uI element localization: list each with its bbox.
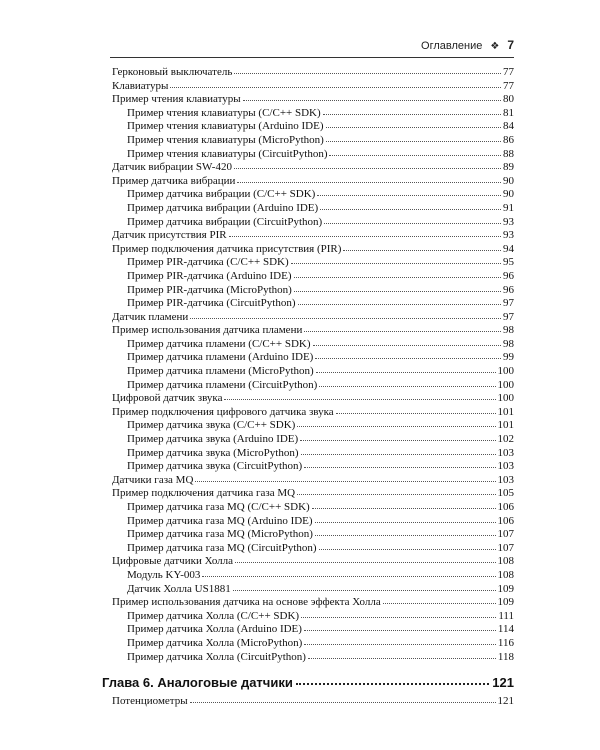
toc-entry[interactable] — [112, 202, 514, 216]
toc-entry[interactable] — [112, 229, 514, 243]
toc-entry-title: Пример датчика Холла (C/C++ SDK) — [127, 609, 300, 622]
toc-entry-page: 103 — [497, 446, 514, 459]
dot-leader — [315, 350, 501, 359]
toc-entry-title: Пример датчика звука (Arduino IDE) — [127, 433, 299, 446]
toc-entry[interactable] — [112, 583, 514, 597]
toc-entry-page: 81 — [503, 106, 514, 119]
toc-entry[interactable] — [112, 351, 514, 365]
toc-entry-title: Пример чтения клавиатуры (MicroPython) — [127, 133, 324, 146]
toc-entry-page: 96 — [503, 269, 514, 282]
dot-leader — [234, 65, 501, 74]
toc-entry-title: Пример датчика газа MQ (CircuitPython) — [127, 541, 317, 554]
toc-entry[interactable] — [112, 284, 514, 298]
dot-leader — [235, 554, 495, 563]
chapter-heading[interactable] — [102, 673, 514, 693]
toc-entry-title: Пример датчика вибрации (C/C++ SDK) — [127, 188, 316, 201]
toc-entry-page: 106 — [497, 514, 514, 527]
dot-leader — [304, 636, 496, 645]
toc-entry[interactable] — [112, 311, 514, 325]
dot-leader — [195, 473, 495, 482]
toc-entry[interactable] — [112, 175, 514, 189]
dot-leader — [237, 174, 501, 183]
toc-entry-title: Пример датчика вибрации (Arduino IDE) — [127, 201, 319, 214]
dot-leader — [233, 582, 496, 591]
toc-entry-page: 106 — [497, 501, 514, 513]
toc-entry[interactable] — [112, 148, 514, 162]
running-header — [110, 38, 514, 52]
toc-entry[interactable] — [112, 447, 514, 461]
toc-entry[interactable] — [112, 256, 514, 270]
toc-entry-page: 107 — [497, 528, 514, 541]
header-rule — [110, 57, 514, 58]
toc-entry[interactable] — [112, 651, 514, 665]
toc-entry[interactable] — [112, 392, 514, 406]
dot-leader — [324, 215, 501, 224]
dot-leader — [323, 106, 501, 115]
toc-entry-title: Цифровые датчики Холла — [112, 555, 234, 568]
toc-entry[interactable] — [112, 93, 514, 107]
toc-entry-title: Пример чтения клавиатуры (Arduino IDE) — [127, 120, 324, 133]
toc-entry-title: Пример PIR-датчика (CircuitPython) — [127, 297, 296, 310]
toc-entry[interactable] — [112, 379, 514, 393]
toc-entry-title: Пример датчика газа MQ (Arduino IDE) — [127, 514, 313, 527]
chapter-page: 121 — [492, 675, 514, 691]
toc-entry-page: 93 — [503, 229, 514, 242]
table-of-contents — [102, 66, 514, 709]
toc-entry-title: Датчик Холла US1881 — [127, 582, 231, 595]
toc-entry-title: Цифровой датчик звука — [112, 392, 223, 405]
toc-entry-page: 100 — [497, 365, 514, 378]
toc-entry[interactable] — [112, 80, 514, 94]
dot-leader — [291, 255, 501, 264]
toc-entry-page: 101 — [497, 405, 514, 418]
header-page-number: 7 — [507, 38, 514, 52]
toc-entry[interactable] — [112, 515, 514, 529]
toc-entry-page: 109 — [497, 582, 514, 595]
dot-leader — [312, 500, 496, 509]
toc-entry-page: 101 — [497, 419, 514, 432]
toc-entry[interactable] — [112, 623, 514, 637]
toc-entry[interactable] — [112, 460, 514, 474]
dot-leader — [315, 514, 496, 523]
toc-entry-title: Потенциометры — [112, 695, 188, 708]
toc-entry-title: Пример датчика газа MQ (MicroPython) — [127, 528, 313, 541]
toc-entry-page: 109 — [497, 596, 514, 609]
toc-entry-title: Пример датчика пламени (MicroPython) — [127, 365, 314, 378]
header-section-title: Оглавление — [421, 40, 483, 52]
toc-entry[interactable] — [112, 297, 514, 311]
dot-leader — [317, 187, 501, 196]
toc-entry[interactable] — [112, 528, 514, 542]
toc-entry[interactable] — [112, 610, 514, 624]
toc-entry-page: 90 — [503, 188, 514, 201]
dot-leader — [304, 459, 495, 468]
toc-entry-page: 99 — [503, 351, 514, 364]
diamond-ornament-icon: ❖ — [490, 41, 500, 52]
toc-entry-title: Пример PIR-датчика (MicroPython) — [127, 283, 292, 296]
dot-leader — [297, 486, 495, 495]
toc-entry[interactable] — [112, 243, 514, 257]
toc-entry-title: Пример датчика Холла (MicroPython) — [127, 636, 303, 649]
toc-entry-title: Пример датчика Холла (Arduino IDE) — [127, 623, 302, 636]
dot-leader — [383, 595, 496, 604]
toc-entry[interactable] — [112, 338, 514, 352]
toc-entry-title: Пример PIR-датчика (C/C++ SDK) — [127, 256, 289, 269]
dot-leader — [300, 432, 495, 441]
toc-entry-page: 108 — [497, 555, 514, 568]
toc-entry-page: 100 — [497, 392, 514, 405]
toc-entry-page: 93 — [503, 215, 514, 228]
toc-entry[interactable] — [112, 637, 514, 651]
toc-entry[interactable] — [112, 695, 514, 709]
dot-leader — [319, 378, 495, 387]
toc-entry-title: Датчик присутствия PIR — [112, 229, 227, 242]
toc-entry-title: Датчики газа MQ — [112, 473, 194, 486]
toc-entry[interactable] — [112, 555, 514, 569]
toc-entry-page: 118 — [497, 650, 514, 663]
toc-entry-page: 105 — [497, 487, 514, 500]
dot-leader — [190, 694, 496, 703]
toc-entry-page: 111 — [498, 609, 514, 622]
toc-entry-page: 80 — [503, 93, 514, 106]
toc-entry-title: Пример датчика звука (MicroPython) — [127, 446, 299, 459]
toc-entry[interactable] — [112, 487, 514, 501]
dot-leader — [304, 323, 501, 332]
toc-entry-page: 103 — [497, 473, 514, 486]
dot-leader — [202, 568, 495, 577]
toc-entry-page: 116 — [497, 636, 514, 649]
toc-entry-page: 94 — [503, 242, 514, 255]
toc-entry[interactable] — [112, 107, 514, 121]
toc-entry-page: 97 — [503, 297, 514, 310]
dot-leader — [301, 609, 496, 618]
dot-leader — [301, 446, 496, 455]
chapter-title: Глава 6. Аналоговые датчики — [102, 675, 293, 691]
dot-leader — [315, 527, 496, 536]
toc-entry[interactable] — [112, 474, 514, 488]
toc-entry-title: Пример чтения клавиатуры — [112, 93, 241, 106]
dot-leader — [343, 242, 501, 251]
toc-entry-title: Пример чтения клавиатуры (CircuitPython) — [127, 147, 328, 160]
toc-entries — [112, 66, 514, 664]
toc-entry-page: 91 — [503, 201, 514, 214]
dot-leader — [326, 119, 502, 128]
toc-entry[interactable] — [112, 270, 514, 284]
toc-entry-title: Пример чтения клавиатуры (C/C++ SDK) — [127, 106, 321, 119]
toc-entry-title: Пример датчика Холла (CircuitPython) — [127, 650, 306, 663]
toc-entry-page: 77 — [503, 79, 514, 92]
toc-entry-title: Пример использования датчика на основе эффекта Холла — [112, 596, 381, 609]
toc-entry-page: 77 — [503, 66, 514, 78]
toc-entry-page: 98 — [503, 337, 514, 350]
toc-entry-page: 98 — [503, 324, 514, 337]
dot-leader — [170, 79, 501, 88]
toc-entry-title: Пример датчика звука (C/C++ SDK) — [127, 419, 296, 432]
dot-leader — [298, 296, 502, 305]
toc-entry-page: 107 — [497, 541, 514, 554]
toc-entry-title: Модуль KY-003 — [127, 568, 201, 581]
toc-entry-title: Пример подключения цифрового датчика звука — [112, 405, 334, 418]
dot-leader — [296, 675, 489, 685]
toc-entry-title: Пример PIR-датчика (Arduino IDE) — [127, 269, 292, 282]
dot-leader — [294, 269, 501, 278]
toc-entry-title: Пример датчика звука (CircuitPython) — [127, 460, 303, 473]
toc-entry-title: Пример подключения датчика присутствия (PIR) — [112, 242, 342, 255]
toc-entry[interactable] — [112, 419, 514, 433]
toc-entry-page: 103 — [497, 460, 514, 473]
toc-entry[interactable] — [112, 66, 514, 80]
toc-entry[interactable] — [112, 406, 514, 420]
dot-leader — [326, 133, 501, 142]
dot-leader — [304, 622, 496, 631]
toc-entry[interactable] — [112, 542, 514, 556]
toc-entries-after-chapter — [112, 695, 514, 709]
toc-entry-title: Пример датчика пламени (CircuitPython) — [127, 378, 318, 391]
dot-leader — [308, 650, 496, 659]
toc-entry-page: 100 — [497, 378, 514, 391]
toc-entry-page: 97 — [503, 310, 514, 323]
toc-entry[interactable] — [112, 433, 514, 447]
toc-entry-title: Пример датчика пламени (C/C++ SDK) — [127, 337, 311, 350]
toc-entry-page: 88 — [503, 147, 514, 160]
dot-leader — [234, 160, 501, 169]
toc-entry-title: Пример датчика газа MQ (C/C++ SDK) — [127, 501, 310, 513]
toc-entry-title: Датчик пламени — [112, 310, 189, 323]
dot-leader — [316, 364, 496, 373]
dot-leader — [336, 405, 496, 414]
toc-entry[interactable] — [112, 188, 514, 202]
dot-leader — [319, 541, 496, 550]
toc-entry-title: Пример подключения датчика газа MQ — [112, 487, 296, 500]
toc-entry[interactable] — [112, 569, 514, 583]
toc-entry-title: Пример датчика пламени (Arduino IDE) — [127, 351, 314, 364]
toc-entry-title: Пример использования датчика пламени — [112, 324, 303, 337]
toc-entry-title: Датчик вибрации SW-420 — [112, 161, 232, 174]
dot-leader — [243, 92, 501, 101]
toc-entry[interactable] — [112, 324, 514, 338]
toc-entry[interactable] — [112, 501, 514, 515]
toc-entry-page: 86 — [503, 133, 514, 146]
dot-leader — [320, 201, 501, 210]
toc-entry[interactable] — [112, 365, 514, 379]
dot-leader — [229, 228, 501, 237]
dot-leader — [329, 147, 501, 156]
toc-entry-title: Пример датчика вибрации — [112, 174, 236, 187]
dot-leader — [297, 418, 495, 427]
toc-entry-page: 108 — [497, 568, 514, 581]
toc-entry-title: Пример датчика вибрации (CircuitPython) — [127, 215, 323, 228]
toc-entry-page: 95 — [503, 256, 514, 269]
dot-leader — [224, 391, 495, 400]
toc-entry[interactable] — [112, 216, 514, 230]
toc-entry[interactable] — [112, 596, 514, 610]
toc-entry-page: 89 — [503, 161, 514, 174]
toc-entry-title: Клавиатуры — [112, 79, 169, 92]
toc-entry[interactable] — [112, 134, 514, 148]
toc-entry[interactable] — [112, 120, 514, 134]
dot-leader — [190, 310, 501, 319]
toc-entry-page: 102 — [497, 433, 514, 446]
toc-entry-page: 96 — [503, 283, 514, 296]
toc-entry-page: 114 — [497, 623, 514, 636]
toc-entry[interactable] — [112, 161, 514, 175]
toc-entry-page: 84 — [503, 120, 514, 133]
toc-entry-page: 121 — [497, 695, 514, 708]
toc-entry-page: 90 — [503, 174, 514, 187]
dot-leader — [294, 283, 501, 292]
toc-entry-title: Герконовый выключатель — [112, 66, 233, 78]
dot-leader — [313, 337, 502, 346]
